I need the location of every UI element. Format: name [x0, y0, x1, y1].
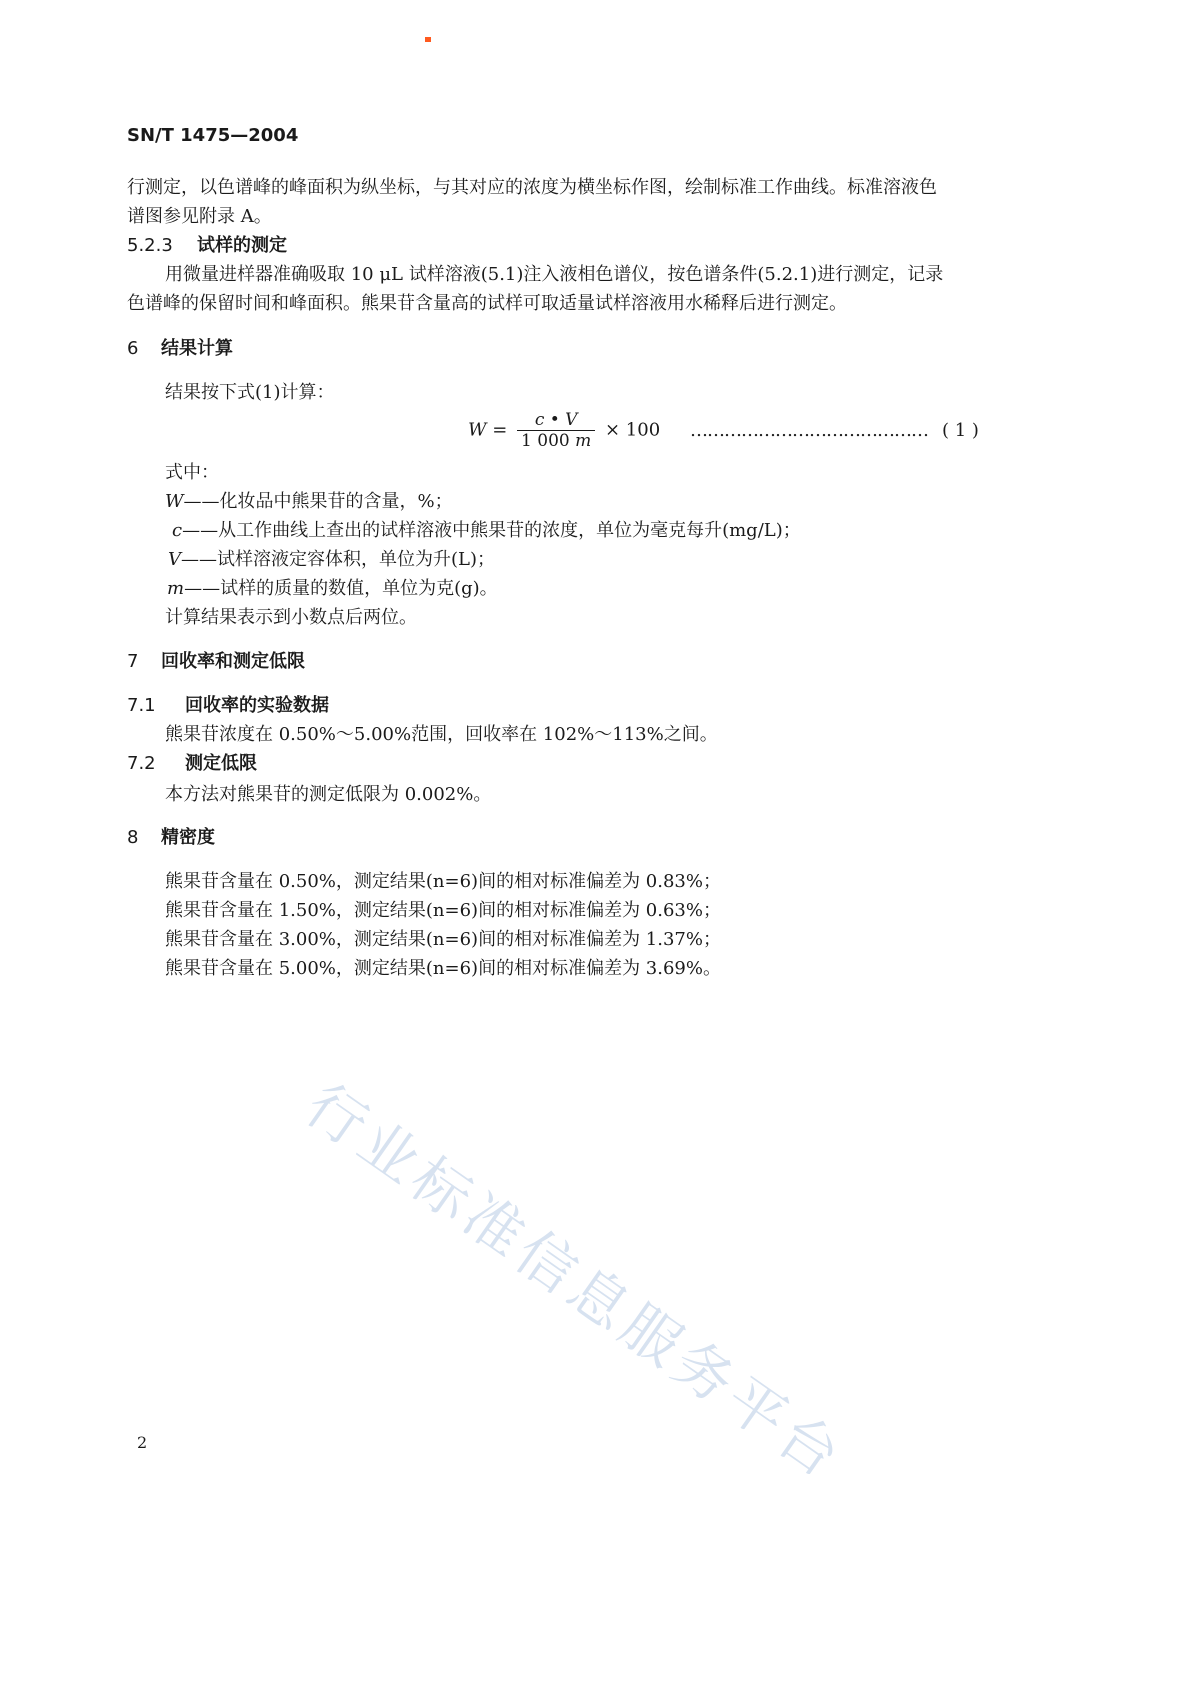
- watermark: 行业标准信息服务平台: [293, 1070, 857, 1494]
- formula-numerator: c • V: [517, 410, 595, 431]
- section-number: 7.1: [127, 695, 156, 716]
- orange-mark: [425, 37, 431, 42]
- equation-number: ( 1 ): [942, 420, 979, 441]
- formula: [468, 410, 660, 451]
- precision-line: 熊果苷含量在 3.00%，测定结果(n=6)间的相对标准偏差为 1.37%；: [165, 929, 721, 950]
- where-label: 式中：: [165, 462, 219, 483]
- rounding-note: 计算结果表示到小数点后两位。: [165, 607, 417, 628]
- section-number: 5.2.3: [127, 235, 173, 256]
- formula-intro: 结果按下式(1)计算：: [165, 382, 335, 403]
- precision-line: 熊果苷含量在 0.50%，测定结果(n=6)间的相对标准偏差为 0.83%；: [165, 871, 721, 892]
- section-number: 7.2: [127, 753, 156, 774]
- section-title: 结果计算: [161, 338, 233, 359]
- formula-times: × 100: [604, 419, 661, 441]
- variable-definition: W——化妆品中熊果苷的含量，%；: [165, 491, 453, 512]
- section-title: 测定低限: [185, 753, 257, 774]
- paragraph-line: 本方法对熊果苷的测定低限为 0.002%。: [165, 784, 492, 805]
- formula-fraction: [517, 410, 595, 451]
- paragraph-line: 用微量进样器准确吸取 10 μL 试样溶液(5.1)注入液相色谱仪，按色谱条件(5.2.1)进行测定，记录: [165, 264, 944, 285]
- section-number: 7: [127, 651, 139, 672]
- paragraph-line: 谱图参见附录 A。: [127, 206, 272, 227]
- precision-line: 熊果苷含量在 1.50%，测定结果(n=6)间的相对标准偏差为 0.63%；: [165, 900, 721, 921]
- paragraph-line: 行测定，以色谱峰的峰面积为纵坐标，与其对应的浓度为横坐标作图，绘制标准工作曲线。标准溶液色: [127, 177, 937, 198]
- section-title: 回收率和测定低限: [161, 651, 305, 672]
- variable-definition: c——从工作曲线上查出的试样溶液中熊果苷的浓度，单位为毫克每升(mg/L)；: [172, 520, 801, 541]
- section-number: 8: [127, 827, 139, 848]
- standard-id-header: SN/T 1475—2004: [127, 125, 299, 146]
- precision-line: 熊果苷含量在 5.00%，测定结果(n=6)间的相对标准偏差为 3.69%。: [165, 958, 721, 979]
- section-title: 试样的测定: [197, 235, 287, 256]
- heading-5-2-3: [127, 234, 287, 258]
- section-title: 回收率的实验数据: [185, 695, 329, 716]
- heading-7-2: [127, 752, 257, 776]
- heading-6: [127, 337, 233, 361]
- variable-definition: V——试样溶液定容体积，单位为升(L)；: [168, 549, 495, 570]
- heading-8: [127, 826, 215, 850]
- formula-dots: ……………………………………: [690, 420, 928, 441]
- variable-definition: m——试样的质量的数值，单位为克(g)。: [167, 578, 498, 599]
- formula-denominator: 1 000 m: [521, 431, 592, 451]
- paragraph-line: 熊果苷浓度在 0.50%～5.00%范围，回收率在 102%～113%之间。: [165, 724, 718, 745]
- page-number: 2: [137, 1433, 148, 1452]
- section-number: 6: [127, 338, 139, 359]
- heading-7-1: [127, 694, 329, 718]
- formula-lhs: W =: [468, 419, 508, 441]
- section-title: 精密度: [161, 827, 215, 848]
- heading-7: [127, 650, 305, 674]
- paragraph-line: 色谱峰的保留时间和峰面积。熊果苷含量高的试样可取适量试样溶液用水稀释后进行测定。: [127, 293, 847, 314]
